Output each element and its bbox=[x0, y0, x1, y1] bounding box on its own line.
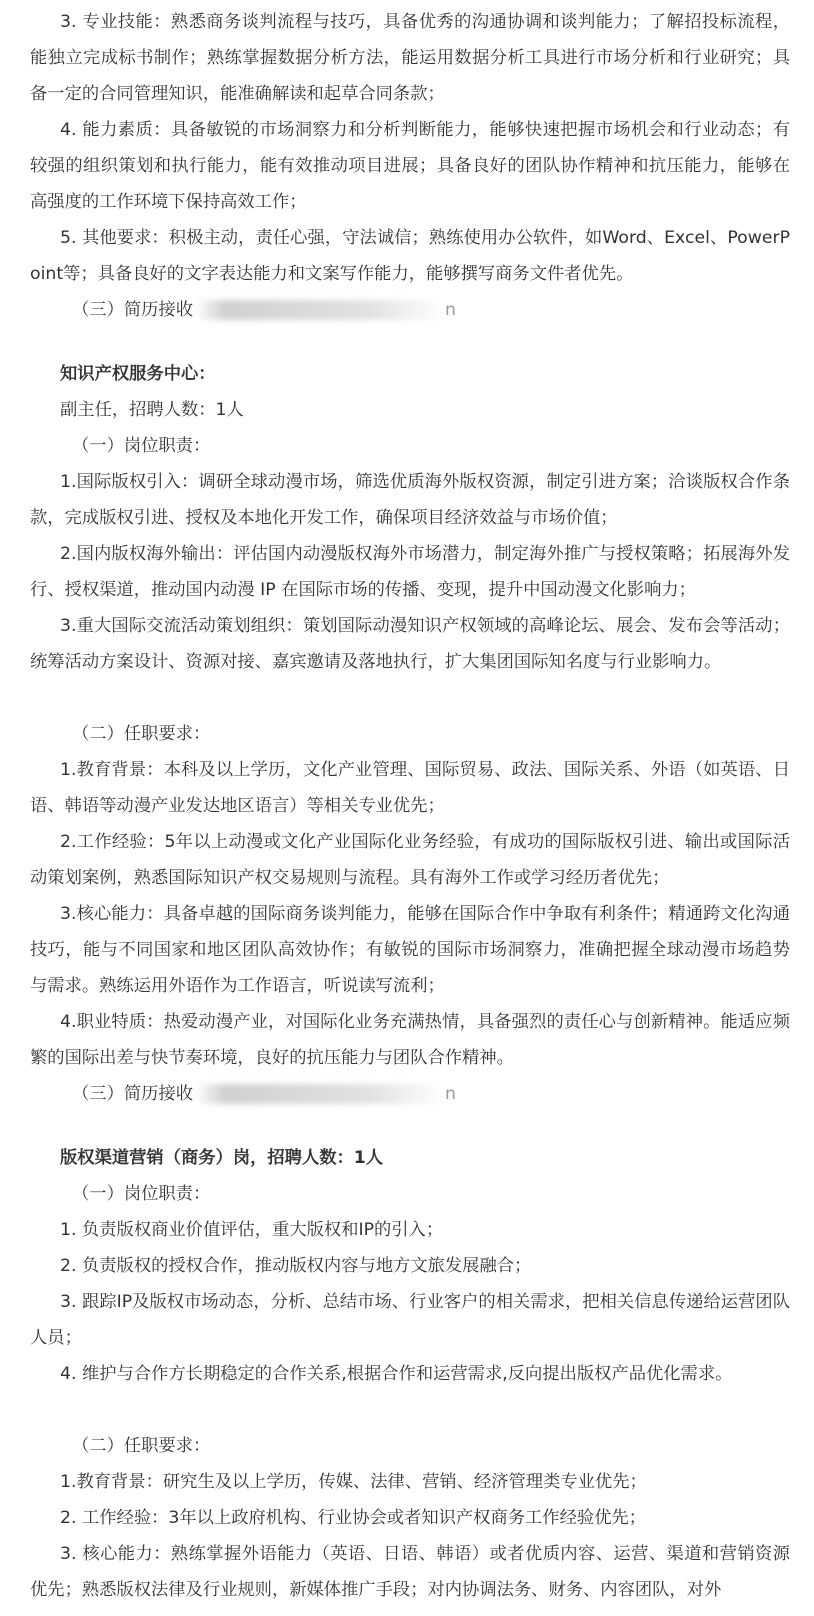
position-title-line: 副主任，招聘人数：1人 bbox=[60, 400, 244, 420]
section-heading-copyright-marketing: 版权渠道营销（商务）岗，招聘人数：1人 bbox=[60, 1148, 384, 1168]
section-heading-ip-service-center: 知识产权服务中心： bbox=[60, 364, 216, 384]
requirements-heading: （二）任职要求： bbox=[72, 724, 211, 744]
duty-item-2-2: 2. 负责版权的授权合作，推动版权内容与地方文旅发展融合； bbox=[60, 1256, 532, 1276]
requirements-heading-2: （二）任职要求： bbox=[72, 1436, 211, 1456]
duty-item-3: 3.重大国际交流活动策划组织：策划国际动漫知识产权领域的高峰论坛、展会、发布会等活动；统筹活动方案设计、资源对接、嘉宾邀请及落地执行，扩大集团国际知名度与行业影响力。 bbox=[30, 616, 790, 672]
resume-contact-tail: n bbox=[444, 300, 456, 320]
duty-item-1: 1.国际版权引入：调研全球动漫市场，筛选优质海外版权资源，制定引进方案；洽谈版权合作条款，完成版权引进、授权及本地化开发工作，确保项目经济效益与市场价值； bbox=[30, 472, 790, 528]
requirement-item-experience: 2.工作经验：5年以上动漫或文化产业国际化业务经验，有成功的国际版权引进、输出或国际活动策划案例，熟悉国际知识产权交易规则与流程。具有海外工作或学习经历者优先； bbox=[30, 832, 790, 888]
duty-item-2: 2.国内版权海外输出：评估国内动漫版权海外市场潜力，制定海外推广与授权策略；拓展海外发行、授权渠道，推动国内动漫 IP 在国际市场的传播、变现，提升中国动漫文化影响力； bbox=[30, 544, 790, 600]
requirement-2-education: 1.教育背景：研究生及以上学历，传媒、法律、营销、经济管理类专业优先； bbox=[60, 1472, 647, 1492]
skills-requirement-paragraph: 3. 专业技能：熟悉商务谈判流程与技巧，具备优秀的沟通协调和谈判能力；了解招投标流程，能独立完成标书制作；熟练掌握数据分析方法，能运用数据分析工具进行市场分析和行业研究；具备一定的合同管理知识，能准确解读和起草合同条款； bbox=[30, 12, 790, 104]
redacted-email-blur bbox=[195, 1084, 445, 1104]
resume-contact-line bbox=[30, 292, 790, 328]
redacted-email-blur bbox=[195, 300, 445, 320]
resume-contact-line-2 bbox=[30, 1076, 790, 1112]
requirement-2-experience: 2. 工作经验：3年以上政府机构、行业协会或者知识产权商务工作经验优先； bbox=[60, 1508, 646, 1528]
duty-item-2-3: 3. 跟踪IP及版权市场动态，分析、总结市场、行业客户的相关需求，把相关信息传递给运营团队人员； bbox=[30, 1292, 790, 1348]
duties-heading-2: （一）岗位职责： bbox=[72, 1184, 211, 1204]
ability-requirement-paragraph: 4. 能力素质：具备敏锐的市场洞察力和分析判断能力，能够快速把握市场机会和行业动态；有较强的组织策划和执行能力，能有效推动项目进展；具备良好的团队协作精神和抗压能力，能够在高强度的工作环境下保持高效工作； bbox=[30, 120, 790, 212]
duty-item-2-1: 1. 负责版权商业价值评估，重大版权和IP的引入； bbox=[60, 1220, 444, 1240]
requirement-2-core-ability: 3. 核心能力：熟练掌握外语能力（英语、日语、韩语）或者优质内容、运营、渠道和营销资源优先；熟悉版权法律及行业规则，新媒体推广手段；对内协调法务、财务、内容团队，对外 bbox=[30, 1544, 790, 1600]
duty-item-2-4: 4. 维护与合作方长期稳定的合作关系,根据合作和运营需求,反向提出版权产品优化需求。 bbox=[60, 1364, 733, 1384]
requirement-item-traits: 4.职业特质：热爱动漫产业，对国际化业务充满热情，具备强烈的责任心与创新精神。能适应频繁的国际出差与快节奏环境，良好的抗压能力与团队合作精神。 bbox=[30, 1012, 790, 1068]
resume-contact-label: （三）简历接收 bbox=[72, 300, 193, 320]
requirement-item-education: 1.教育背景：本科及以上学历，文化产业管理、国际贸易、政法、国际关系、外语（如英语、日语、韩语等动漫产业发达地区语言）等相关专业优先； bbox=[30, 760, 790, 816]
resume-contact-tail: n bbox=[444, 1084, 456, 1104]
resume-contact-label: （三）简历接收 bbox=[72, 1084, 193, 1104]
requirement-item-core-ability: 3.核心能力：具备卓越的国际商务谈判能力，能够在国际合作中争取有利条件；精通跨文化沟通技巧，能与不同国家和地区团队高效协作；有敏锐的国际市场洞察力，准确把握全球动漫市场趋势与需求。熟练运用外语作为工作语言，听说读写流利； bbox=[30, 904, 790, 996]
duties-heading: （一）岗位职责： bbox=[72, 436, 211, 456]
other-requirement-paragraph: 5. 其他要求：积极主动，责任心强，守法诚信；熟练使用办公软件，如Word、Excel、PowerPoint等；具备良好的文字表达能力和文案写作能力，能够撰写商务文件者优先。 bbox=[30, 228, 790, 284]
